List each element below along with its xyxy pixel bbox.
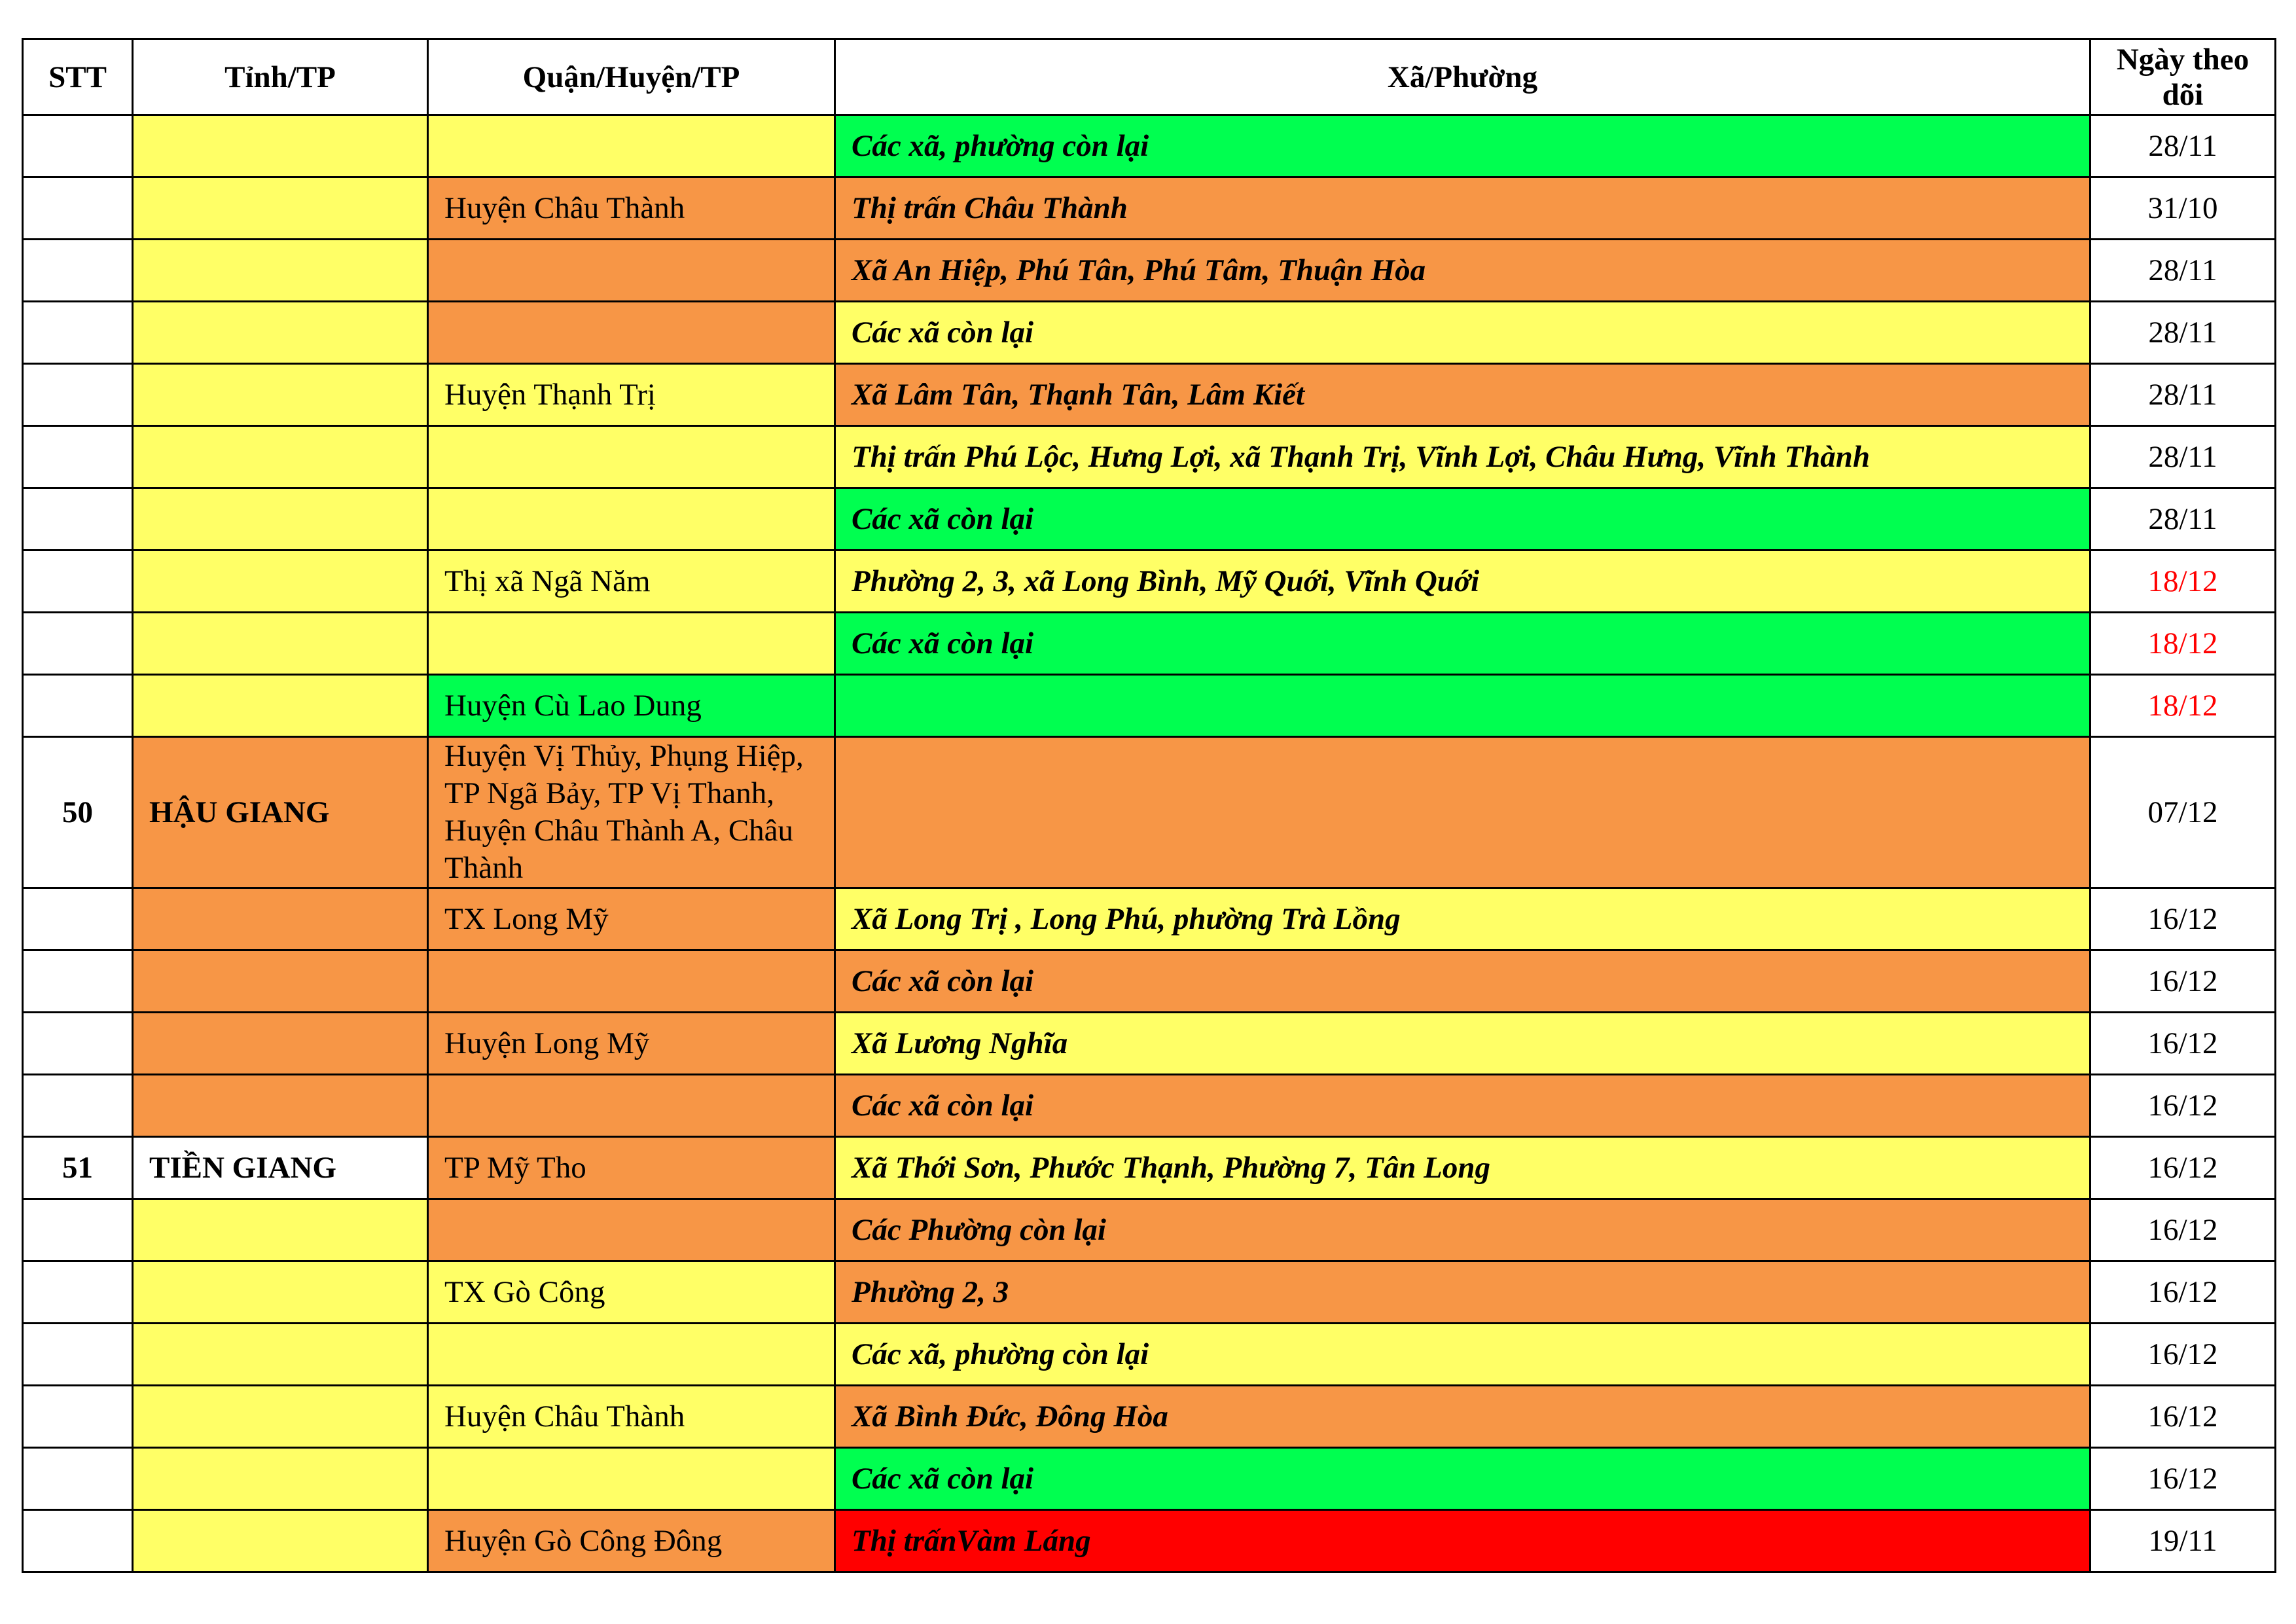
cell-district [428, 240, 835, 302]
header-province: Tỉnh/TP [133, 39, 428, 115]
cell-date: 28/11 [2090, 364, 2276, 426]
cell-district: Huyện Gò Công Đông [428, 1510, 835, 1572]
cell-stt [23, 488, 133, 550]
cell-district [428, 115, 835, 177]
cell-ward: Các xã còn lại [835, 950, 2090, 1013]
cell-ward: Xã Lâm Tân, Thạnh Tân, Lâm Kiết [835, 364, 2090, 426]
table-row [23, 613, 2276, 675]
cell-date: 28/11 [2090, 240, 2276, 302]
table-row [23, 1137, 2276, 1199]
cell-date: 16/12 [2090, 1013, 2276, 1075]
cell-district: Huyện Cù Lao Dung [428, 675, 835, 737]
cell-district: TX Gò Công [428, 1261, 835, 1324]
cell-ward: Các Phường còn lại [835, 1199, 2090, 1261]
cell-province [133, 1324, 428, 1386]
cell-district: Thị xã Ngã Năm [428, 550, 835, 613]
cell-stt [23, 1510, 133, 1572]
cell-stt [23, 1013, 133, 1075]
cell-ward: Các xã còn lại [835, 613, 2090, 675]
cell-ward: Các xã còn lại [835, 488, 2090, 550]
cell-district: Huyện Châu Thành [428, 177, 835, 240]
cell-date: 19/11 [2090, 1510, 2276, 1572]
cell-date: 28/11 [2090, 488, 2276, 550]
header-district: Quận/Huyện/TP [428, 39, 835, 115]
cell-province [133, 177, 428, 240]
cell-province [133, 888, 428, 950]
table-row [23, 950, 2276, 1013]
table-row [23, 364, 2276, 426]
cell-province [133, 675, 428, 737]
table-row [23, 115, 2276, 177]
table-row [23, 240, 2276, 302]
cell-date: 28/11 [2090, 426, 2276, 488]
cell-stt: 51 [23, 1137, 133, 1199]
cell-date: 18/12 [2090, 613, 2276, 675]
cell-stt [23, 550, 133, 613]
cell-stt [23, 1261, 133, 1324]
cell-province [133, 1075, 428, 1137]
cell-ward: Các xã, phường còn lại [835, 1324, 2090, 1386]
cell-district [428, 1324, 835, 1386]
cell-district [428, 426, 835, 488]
cell-district: Huyện Châu Thành [428, 1386, 835, 1448]
cell-date: 16/12 [2090, 1199, 2276, 1261]
table-row [23, 1199, 2276, 1261]
cell-ward: Thị trấn Phú Lộc, Hưng Lợi, xã Thạnh Trị, Vĩnh Lợi, Châu Hưng, Vĩnh Thành [835, 426, 2090, 488]
cell-district: TP Mỹ Tho [428, 1137, 835, 1199]
cell-stt [23, 1386, 133, 1448]
cell-district: Huyện Long Mỹ [428, 1013, 835, 1075]
cell-date: 07/12 [2090, 737, 2276, 888]
cell-stt [23, 1324, 133, 1386]
cell-stt [23, 426, 133, 488]
cell-stt: 50 [23, 737, 133, 888]
cell-ward [835, 737, 2090, 888]
table-row [23, 1510, 2276, 1572]
cell-province [133, 1386, 428, 1448]
cell-province [133, 550, 428, 613]
cell-province [133, 426, 428, 488]
header-ward: Xã/Phường [835, 39, 2090, 115]
cell-ward: Thị trấnVàm Láng [835, 1510, 2090, 1572]
cell-district: TX Long Mỹ [428, 888, 835, 950]
cell-ward: Các xã còn lại [835, 1448, 2090, 1510]
cell-date: 16/12 [2090, 888, 2276, 950]
cell-date: 16/12 [2090, 950, 2276, 1013]
table-body [23, 115, 2276, 1572]
cell-province: HẬU GIANG [133, 737, 428, 888]
cell-province [133, 1261, 428, 1324]
cell-date: 18/12 [2090, 675, 2276, 737]
table-row [23, 675, 2276, 737]
table-row [23, 888, 2276, 950]
cell-ward: Xã Thới Sơn, Phước Thạnh, Phường 7, Tân Long [835, 1137, 2090, 1199]
cell-province [133, 950, 428, 1013]
table-row [23, 1075, 2276, 1137]
cell-stt [23, 177, 133, 240]
cell-ward: Xã Bình Đức, Đông Hòa [835, 1386, 2090, 1448]
cell-district [428, 613, 835, 675]
cell-stt [23, 1448, 133, 1510]
cell-province [133, 1013, 428, 1075]
cell-ward: Xã Long Trị , Long Phú, phường Trà Lồng [835, 888, 2090, 950]
cell-ward: Các xã còn lại [835, 302, 2090, 364]
table-row [23, 1386, 2276, 1448]
cell-stt [23, 888, 133, 950]
table-row [23, 1013, 2276, 1075]
cell-ward [835, 675, 2090, 737]
table-row [23, 550, 2276, 613]
cell-district: Huyện Vị Thủy, Phụng Hiệp, TP Ngã Bảy, TP Vị Thanh, Huyện Châu Thành A, Châu Thành [428, 737, 835, 888]
cell-ward: Xã An Hiệp, Phú Tân, Phú Tâm, Thuận Hòa [835, 240, 2090, 302]
cell-stt [23, 1199, 133, 1261]
cell-district: Huyện Thạnh Trị [428, 364, 835, 426]
cell-date: 28/11 [2090, 115, 2276, 177]
cell-province [133, 1448, 428, 1510]
cell-ward: Phường 2, 3 [835, 1261, 2090, 1324]
table-row [23, 1448, 2276, 1510]
table-row [23, 1324, 2276, 1386]
cell-district [428, 1448, 835, 1510]
cell-province [133, 115, 428, 177]
cell-district [428, 302, 835, 364]
cell-stt [23, 613, 133, 675]
cell-province [133, 488, 428, 550]
cell-province: TIỀN GIANG [133, 1137, 428, 1199]
cell-ward: Phường 2, 3, xã Long Bình, Mỹ Quới, Vĩnh Quới [835, 550, 2090, 613]
table-row [23, 177, 2276, 240]
cell-province [133, 302, 428, 364]
cell-date: 16/12 [2090, 1075, 2276, 1137]
table-row [23, 1261, 2276, 1324]
table-row [23, 426, 2276, 488]
cell-district [428, 1075, 835, 1137]
cell-stt [23, 1075, 133, 1137]
cell-province [133, 364, 428, 426]
cell-date: 16/12 [2090, 1324, 2276, 1386]
cell-date: 16/12 [2090, 1261, 2276, 1324]
cell-district [428, 950, 835, 1013]
cell-stt [23, 115, 133, 177]
covid-zone-table [22, 38, 2276, 1573]
table-header-row [23, 39, 2276, 115]
table-row [23, 302, 2276, 364]
header-date: Ngày theo dõi [2090, 39, 2276, 115]
cell-province [133, 240, 428, 302]
table-row [23, 488, 2276, 550]
document-table-container [22, 38, 2274, 1573]
cell-stt [23, 364, 133, 426]
cell-date: 16/12 [2090, 1137, 2276, 1199]
cell-province [133, 1199, 428, 1261]
cell-district [428, 488, 835, 550]
cell-date: 31/10 [2090, 177, 2276, 240]
cell-stt [23, 675, 133, 737]
cell-date: 18/12 [2090, 550, 2276, 613]
cell-ward: Xã Lương Nghĩa [835, 1013, 2090, 1075]
cell-province [133, 1510, 428, 1572]
cell-ward: Các xã còn lại [835, 1075, 2090, 1137]
header-stt: STT [23, 39, 133, 115]
cell-date: 28/11 [2090, 302, 2276, 364]
cell-district [428, 1199, 835, 1261]
cell-stt [23, 240, 133, 302]
table-row [23, 737, 2276, 888]
cell-ward: Thị trấn Châu Thành [835, 177, 2090, 240]
cell-date: 16/12 [2090, 1448, 2276, 1510]
cell-ward: Các xã, phường còn lại [835, 115, 2090, 177]
cell-stt [23, 302, 133, 364]
cell-date: 16/12 [2090, 1386, 2276, 1448]
cell-province [133, 613, 428, 675]
cell-stt [23, 950, 133, 1013]
